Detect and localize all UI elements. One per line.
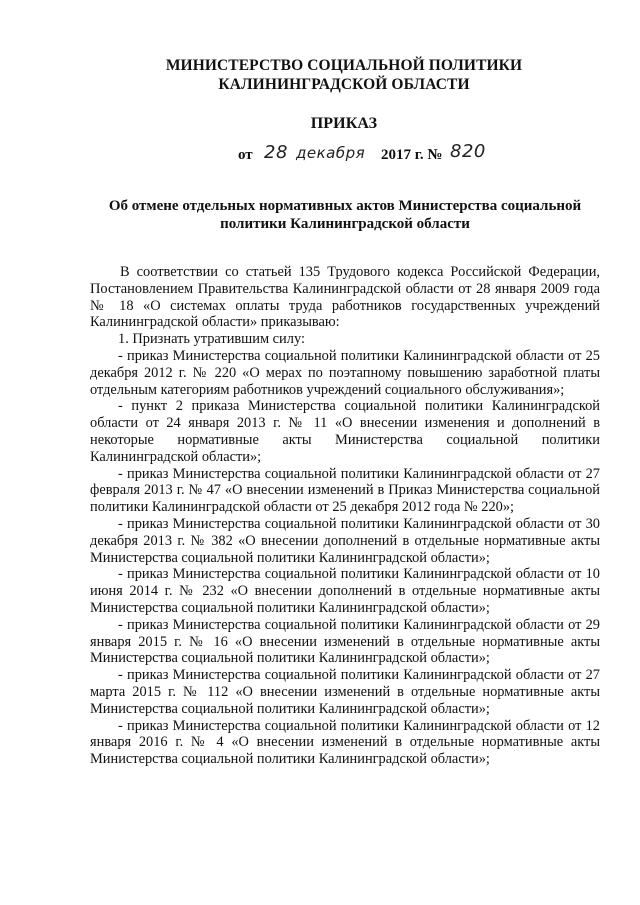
- subject-line2: политики Калининградской области: [220, 216, 470, 232]
- list-item: - пункт 2 приказа Министерства социальной политики Калининградской области от 24 января 2013 г. № 11 «О внесении изменения и дополнений в некоторые нормативные акты Министерства социальной политики Калининградской области»;: [90, 398, 600, 465]
- order-subject: [85, 197, 605, 233]
- list-item: - приказ Министерства социальной политики Калининградской области от 30 декабря 2013 г. № 382 «О внесении дополнений в отдельные нормативные акты Министерства социальной политики Калининградской области»;: [90, 515, 600, 566]
- ministry-name-line1: МИНИСТЕРСТВО СОЦИАЛЬНОЙ ПОЛИТИКИ: [165, 57, 523, 74]
- subject-line1: Об отмене отдельных нормативных актов Министерства социальной: [108, 198, 582, 214]
- intro-paragraph: В соответствии со статьей 135 Трудового кодекса Российской Федерации, Постановлением Правительства Калининградской области от 28 января 2009 года № 18 «О системах оплаты труда работников государственных учреждений Калининградской области» приказываю:: [90, 264, 600, 331]
- list-item: - приказ Министерства социальной политики Калининградской области от 10 июня 2014 г. № 232 «О внесении дополнений в отдельные нормативные акты Министерства социальной политики Калининградской области»;: [90, 566, 600, 616]
- order-body: [90, 264, 600, 768]
- list-item: - приказ Министерства социальной политики Калининградской области от 27 марта 2015 г. № 112 «О внесении изменений в отдельные нормативные акты Министерства социальной политики Калининградской области»;: [90, 667, 600, 717]
- handwritten-month: декабря: [296, 144, 366, 162]
- order-title: ПРИКАЗ: [310, 115, 378, 132]
- list-item: - приказ Министерства социальной политики Калининградской области от 27 февраля 2013 г. № 47 «О внесении изменений в Приказ Министерства социальной политики Калининградской области от 25 декабря 2012 года № 220»;: [90, 465, 600, 516]
- ministry-name-line2: КАЛИНИНГРАДСКОЙ ОБЛАСТИ: [218, 76, 470, 93]
- list-item: - приказ Министерства социальной политики Калининградской области от 25 декабря 2012 г. № 220 «О мерах по поэтапному повышению заработной платы отдельным категориям работников учреждений социального обслуживания»;: [90, 347, 600, 398]
- point-1: 1. Признать утратившим силу:: [118, 331, 305, 348]
- list-item: - приказ Министерства социальной политики Калининградской области от 29 января 2015 г. № 16 «О внесении изменений в отдельные нормативные акты Министерства социальной политики Калининградской области»;: [90, 616, 600, 667]
- date-prefix: от: [238, 147, 253, 163]
- handwritten-day: 28: [264, 142, 288, 163]
- list-item: - приказ Министерства социальной политики Калининградской области от 12 января 2016 г. № 4 «О внесении изменений в отдельные нормативные акты Министерства социальной политики Калининградской области»;: [90, 717, 600, 768]
- ministry-name: [24, 56, 640, 94]
- order-year-number-label: 2017 г. №: [381, 147, 443, 163]
- handwritten-order-number: 820: [450, 141, 486, 162]
